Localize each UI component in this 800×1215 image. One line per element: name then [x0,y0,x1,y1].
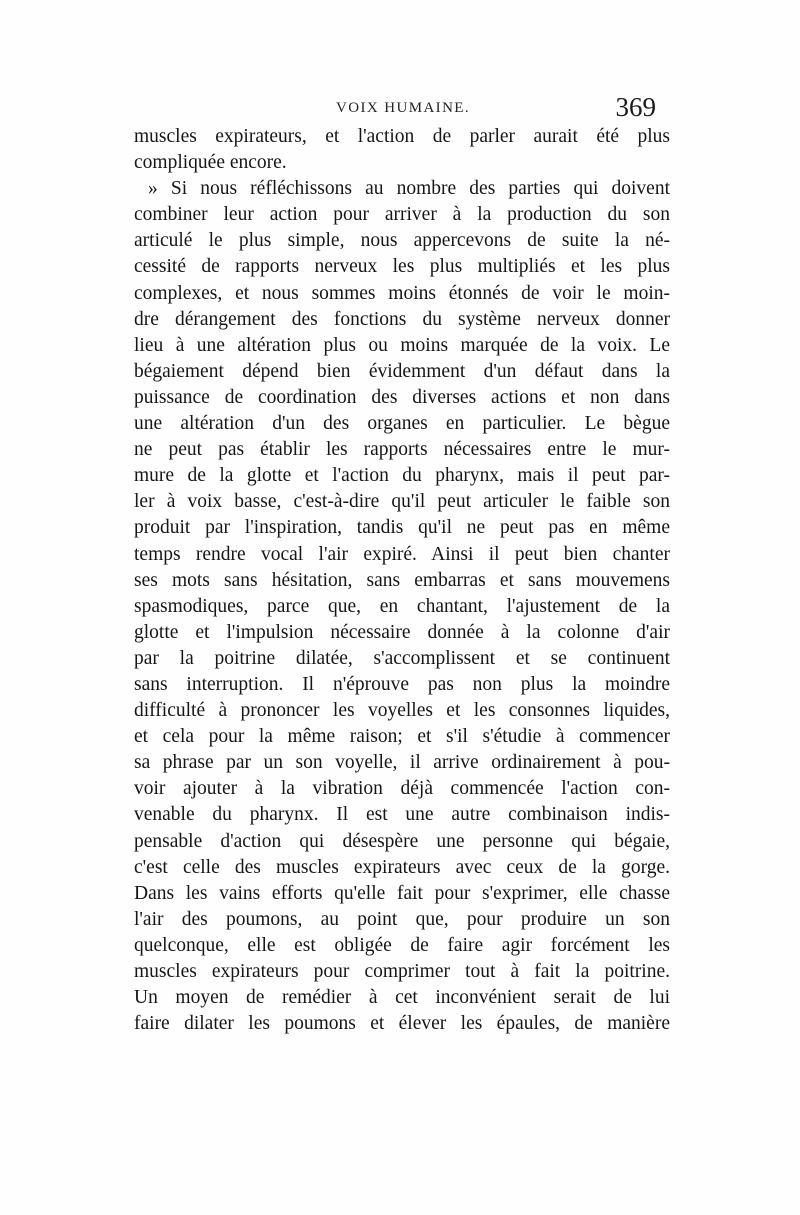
text-line: faire dilater les poumons et élever les épaules, de manière [134,1013,670,1035]
text-line: » Si nous réfléchissons au nombre des parties qui doivent [148,178,670,200]
text-line: ses mots sans hésitation, sans embarras et sans mouvemens [134,569,670,591]
text-line: pensable d'action qui désespère une personne qui bégaie, [134,830,670,852]
text-line: mure de la glotte et l'action du pharynx, mais il peut par- [134,465,670,487]
text-line: difficulté à prononcer les voyelles et les consonnes liquides, [134,700,670,722]
text-line: glotte et l'impulsion nécessaire donnée à la colonne d'air [134,621,670,643]
body-text [134,124,670,1037]
text-line: spasmodiques, parce que, en chantant, l'ajustement de la [134,595,670,617]
text-line: l'air des poumons, au point que, pour produire un son [134,908,670,930]
text-line: sans interruption. Il n'éprouve pas non plus la moindre [134,673,670,695]
text-line: compliquée encore. [134,152,287,174]
text-line: Dans les vains efforts qu'elle fait pour s'exprimer, elle chasse [134,882,670,904]
text-line: voir ajouter à la vibration déjà commencée l'action con- [134,778,670,800]
text-line: muscles expirateurs pour comprimer tout à fait la poitrine. [134,961,670,982]
text-line: lieu à une altération plus ou moins marquée de la voix. Le [134,334,670,356]
text-line: venable du pharynx. Il est une autre combinaison indis- [134,804,670,826]
text-line: temps rendre vocal l'air expiré. Ainsi il peut bien chanter [134,543,670,565]
running-head [130,92,670,124]
text-line: combiner leur action pour arriver à la production du son [134,204,670,226]
text-line: dre dérangement des fonctions du système nerveux donner [134,308,670,330]
text-line: articulé le plus simple, nous appercevons de suite la né- [134,230,670,252]
text-line: par la poitrine dilatée, s'accomplissent et se continuent [134,647,670,669]
text-line: complexes, et nous sommes moins étonnés de voir le moin- [134,282,670,304]
text-line: puissance de coordination des diverses actions et non dans [134,386,670,408]
text-line: produit par l'inspiration, tandis qu'il ne peut pas en même [134,517,670,539]
text-line: une altération d'un des organes en particulier. Le bègue [134,413,670,435]
text-line: bégaiement dépend bien évidemment d'un défaut dans la [134,360,670,382]
running-title: VOIX HUMAINE. [336,100,471,116]
text-line: quelconque, elle est obligée de faire agir forcément les [134,934,670,956]
text-line: ne peut pas établir les rapports nécessaires entre le mur- [134,439,670,461]
text-line: Un moyen de remédier à cet inconvénient serait de lui [134,987,670,1009]
text-line: ler à voix basse, c'est-à-dire qu'il peut articuler le faible son [134,491,670,513]
text-line: cessité de rapports nerveux les plus multipliés et les plus [134,256,670,278]
text-line: sa phrase par un son voyelle, il arrive ordinairement à pou- [134,752,670,774]
page-number: 369 [615,92,656,122]
text-line: et cela pour la même raison; et s'il s'étudie à commencer [134,726,670,748]
text-line: muscles expirateurs, et l'action de parler aurait été plus [134,126,670,147]
text-line: c'est celle des muscles expirateurs avec ceux de la gorge. [134,856,670,878]
